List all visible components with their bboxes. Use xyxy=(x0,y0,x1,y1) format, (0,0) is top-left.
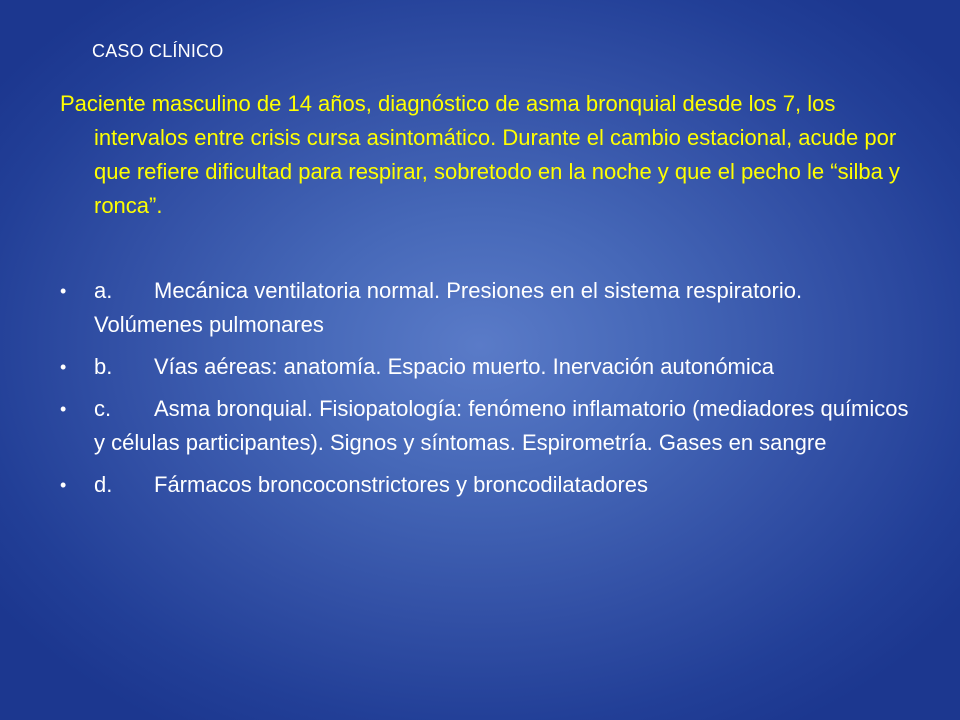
item-letter: d. xyxy=(94,472,113,497)
case-description: Paciente masculino de 14 años, diagnóstico de asma bronquial desde los 7, los intervalos entre crisis cursa asintomático. Durante el cambio estacional, acude por que refiere dificultad para respirar, sobretodo en la noche y que el pecho le “silba y ronca”. xyxy=(60,91,900,218)
bullet-icon: • xyxy=(60,475,67,495)
item-letter: c. xyxy=(94,396,112,421)
bullet-icon: • xyxy=(60,281,67,301)
list-item-a xyxy=(60,274,910,342)
item-letter: b. xyxy=(94,354,113,379)
bullet-icon: • xyxy=(60,357,67,377)
list-item-b xyxy=(60,350,910,384)
item-text: Fármacos broncoconstrictores y broncodilatadores xyxy=(154,472,649,497)
bullet-icon: • xyxy=(60,399,67,419)
topic-list xyxy=(60,274,910,510)
item-text: Vías aéreas: anatomía. Espacio muerto. Inervación autonómica xyxy=(154,354,775,379)
item-letter: a. xyxy=(94,278,113,303)
slide-title: CASO CLÍNICO xyxy=(92,41,224,61)
list-item-d xyxy=(60,468,910,502)
item-text: Asma bronquial. Fisiopatología: fenómeno inflamatorio (mediadores químicos y células participantes). Signos y síntomas. Espirometría. Gases en sangre xyxy=(94,396,909,455)
item-text: Mecánica ventilatoria normal. Presiones en el sistema respiratorio. Volúmenes pulmonares xyxy=(94,278,803,337)
list-item-c xyxy=(60,392,910,460)
